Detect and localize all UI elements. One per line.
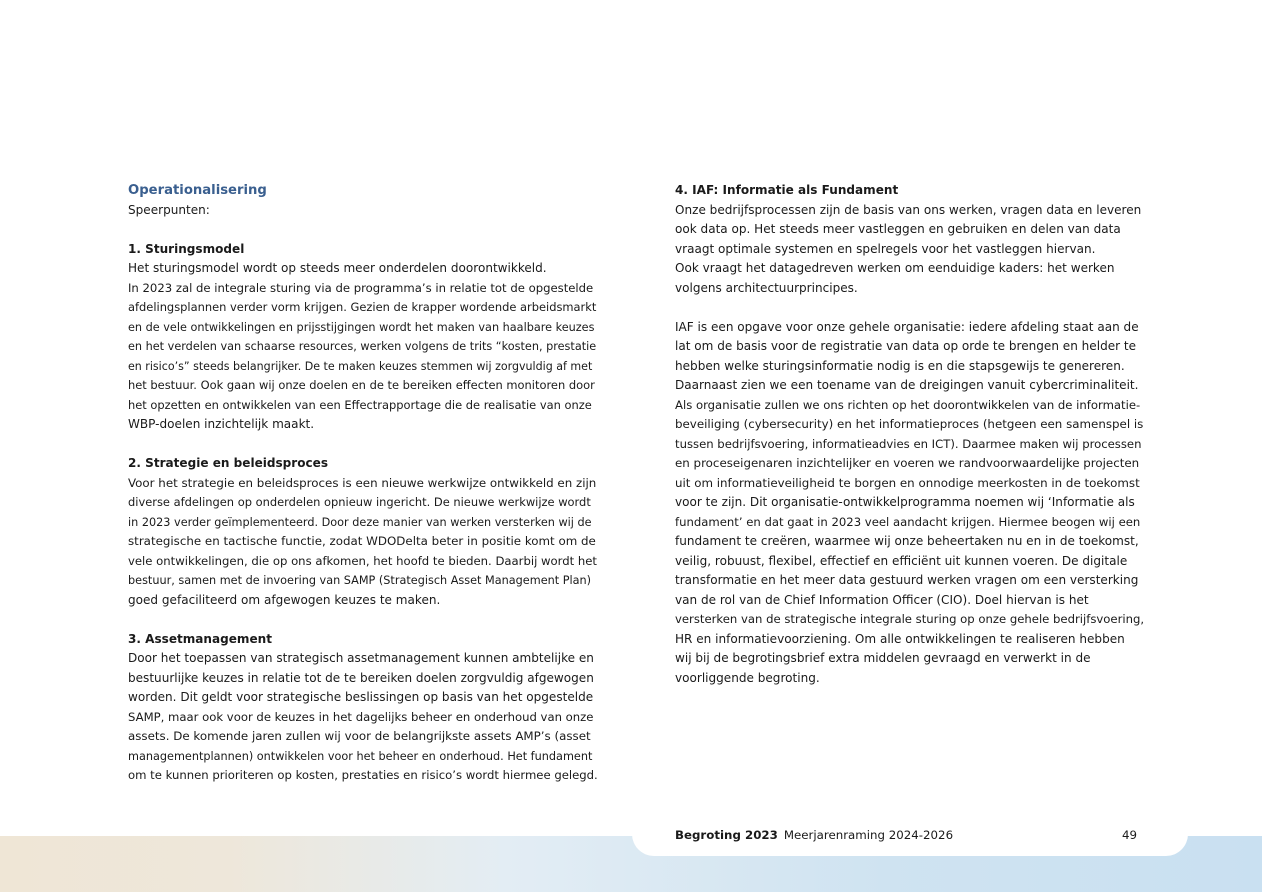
section-heading: 3. Assetmanagement bbox=[128, 631, 272, 646]
text-line: tussen bedrijfsvoering, informatieadvies en ICT). Daarmee maken wij processen bbox=[675, 436, 1142, 451]
section-sturingsmodel bbox=[128, 240, 598, 435]
spacer bbox=[128, 435, 598, 455]
text-line: om te kunnen prioriteren op kosten, prestaties en risico’s wordt hiermee gelegd. bbox=[128, 768, 598, 782]
text-line: en het verdelen van schaarse resources, werken volgens de trits “kosten, prestatie bbox=[128, 340, 597, 353]
text-line: van de rol van de Chief Information Officer (CIO). Doel hiervan is het bbox=[675, 592, 1089, 607]
text-line: transformatie en het meer data gestuurd werken vragen om een versterking bbox=[675, 573, 1139, 587]
text-line: versterken van de strategische integrale sturing op onze gehele bedrijfsvoering, bbox=[675, 612, 1145, 626]
text-line: SAMP, maar ook voor de keuzes in het dagelijks beheer en onderhoud van onze bbox=[128, 709, 594, 724]
text-line: bestuur, samen met de invoering van SAMP (Strategisch Asset Management Plan) bbox=[128, 574, 592, 587]
text-line: Daarnaast zien we een toename van de dreigingen vanuit cybercriminaliteit. bbox=[675, 378, 1139, 392]
paragraph-iaf bbox=[675, 318, 1145, 689]
text-line: Door het toepassen van strategisch assetmanagement kunnen ambtelijke en bbox=[128, 651, 594, 665]
text-line: goed gefaciliteerd om afgewogen keuzes te maken. bbox=[128, 592, 441, 607]
section-heading: 1. Sturingsmodel bbox=[128, 241, 245, 256]
text-line: hebben welke sturingsinformatie nodig is en die stapsgewijs te genereren. bbox=[675, 358, 1125, 373]
left-column bbox=[128, 181, 598, 786]
text-line: strategische en tactische functie, zodat WDODelta beter in positie komt om de bbox=[128, 534, 596, 548]
text-line: IAF is een opgave voor onze gehele organisatie: iedere afdeling staat aan de bbox=[675, 319, 1139, 334]
section-strategie bbox=[128, 454, 598, 610]
text-line: veilig, robuust, flexibel, effectief en efficiënt uit kunnen voeren. De digitale bbox=[675, 553, 1128, 568]
text-line: lat om de basis voor de registratie van data op orde te brengen en helder te bbox=[675, 339, 1137, 353]
section-title: Operationalisering bbox=[128, 183, 267, 198]
text-line: het bestuur. Ook gaan wij onze doelen en de te bereiken effecten monitoren door bbox=[128, 378, 595, 392]
paragraph-bedrijfsprocessen bbox=[675, 201, 1145, 299]
text-line: HR en informatievoorziening. Om alle ontwikkelingen te realiseren hebben bbox=[675, 631, 1125, 646]
footer-subtitle: Meerjarenraming 2024-2026 bbox=[783, 828, 954, 842]
text-line: wij bij de begrotingsbrief extra middelen gevraagd en verwerkt in de bbox=[675, 651, 1091, 665]
text-line: en proceseigenaren inzichtelijker en voeren we randvoorwaardelijke projecten bbox=[675, 456, 1140, 470]
text-line: Onze bedrijfsprocessen zijn de basis van ons werken, vragen data en leveren bbox=[675, 202, 1142, 217]
text-line: Ook vraagt het datagedreven werken om eenduidige kaders: het werken bbox=[675, 261, 1115, 275]
text-line: diverse afdelingen op onderdelen opnieuw ingericht. De nieuwe werkwijze wordt bbox=[128, 495, 591, 509]
text-line: afdelingsplannen verder vorm krijgen. Gezien de krapper wordende arbeidsmarkt bbox=[128, 300, 597, 314]
text-line: bestuurlijke keuzes in relatie tot de te bereiken doelen zorgvuldig afgewogen bbox=[128, 670, 594, 685]
text-line: en risico’s” steeds belangrijker. De te maken keuzes stemmen wij zorgvuldig af met bbox=[128, 359, 593, 373]
text-line: het opzetten en ontwikkelen van een Effectrapportage die de realisatie van onze bbox=[128, 397, 592, 412]
spacer bbox=[128, 610, 598, 630]
page-footer bbox=[675, 826, 1137, 844]
text-line: managementplannen) ontwikkelen voor het beheer en onderhoud. Het fundament bbox=[128, 749, 593, 763]
spacer bbox=[128, 220, 598, 240]
text-line: Voor het strategie en beleidsproces is een nieuwe werkwijze ontwikkeld en zijn bbox=[128, 475, 597, 490]
page-number: 49 bbox=[1121, 828, 1137, 842]
text-line: Als organisatie zullen we ons richten op het doorontwikkelen van de informatie- bbox=[675, 397, 1141, 412]
text-line: voorliggende begroting. bbox=[675, 670, 820, 685]
text-line: worden. Dit geldt voor strategische beslissingen op basis van het opgestelde bbox=[128, 690, 594, 704]
text-line: volgens architectuurprincipes. bbox=[675, 280, 858, 295]
text-line: WBP-doelen inzichtelijk maakt. bbox=[128, 417, 315, 431]
text-line: vraagt optimale systemen en spelregels voor het vastleggen hiervan. bbox=[675, 241, 1096, 256]
text-line: voor te zijn. Dit organisatie-ontwikkelprogramma noemen wij ‘Informatie als bbox=[675, 495, 1135, 509]
section-heading: 2. Strategie en beleidsproces bbox=[128, 456, 328, 470]
text-line: vele ontwikkelingen, die op ons afkomen, het hoofd te bieden. Daarbij wordt het bbox=[128, 553, 597, 568]
text-line: in 2023 verder geïmplementeerd. Door deze manier van werken versterken wij de bbox=[128, 515, 592, 529]
text-line: In 2023 zal de integrale sturing via de programma’s in relatie tot de opgestelde bbox=[128, 280, 594, 295]
section-assetmanagement bbox=[128, 630, 598, 786]
text-line: beveiliging (cybersecurity) en het informatieproces (hetgeen een samenspel is bbox=[675, 417, 1144, 431]
footer-title: Begroting 2023 bbox=[675, 828, 778, 842]
text-line: en de vele ontwikkelingen en prijsstijgingen wordt het maken van haalbare keuzes bbox=[128, 320, 595, 334]
intro-text: Speerpunten: bbox=[128, 202, 210, 217]
section-heading: 4. IAF: Informatie als Fundament bbox=[675, 183, 899, 197]
text-line: ook data op. Het steeds meer vastleggen en gebruiken en delen van data bbox=[675, 222, 1121, 236]
text-line: fundament’ en dat gaat in 2023 veel aandacht krijgen. Hiermee beogen wij een bbox=[675, 514, 1141, 529]
text-line: Het sturingsmodel wordt op steeds meer onderdelen doorontwikkeld. bbox=[128, 261, 547, 275]
text-line: uit om informatieveiligheid te borgen en onnodige meerkosten in de toekomst bbox=[675, 475, 1140, 490]
right-column bbox=[675, 181, 1145, 688]
spacer bbox=[675, 298, 1145, 318]
text-line: fundament te creëren, waarmee wij onze beheertaken nu en in de toekomst, bbox=[675, 534, 1139, 548]
text-line: assets. De komende jaren zullen wij voor de belangrijkste assets AMP’s (asset bbox=[128, 729, 591, 743]
